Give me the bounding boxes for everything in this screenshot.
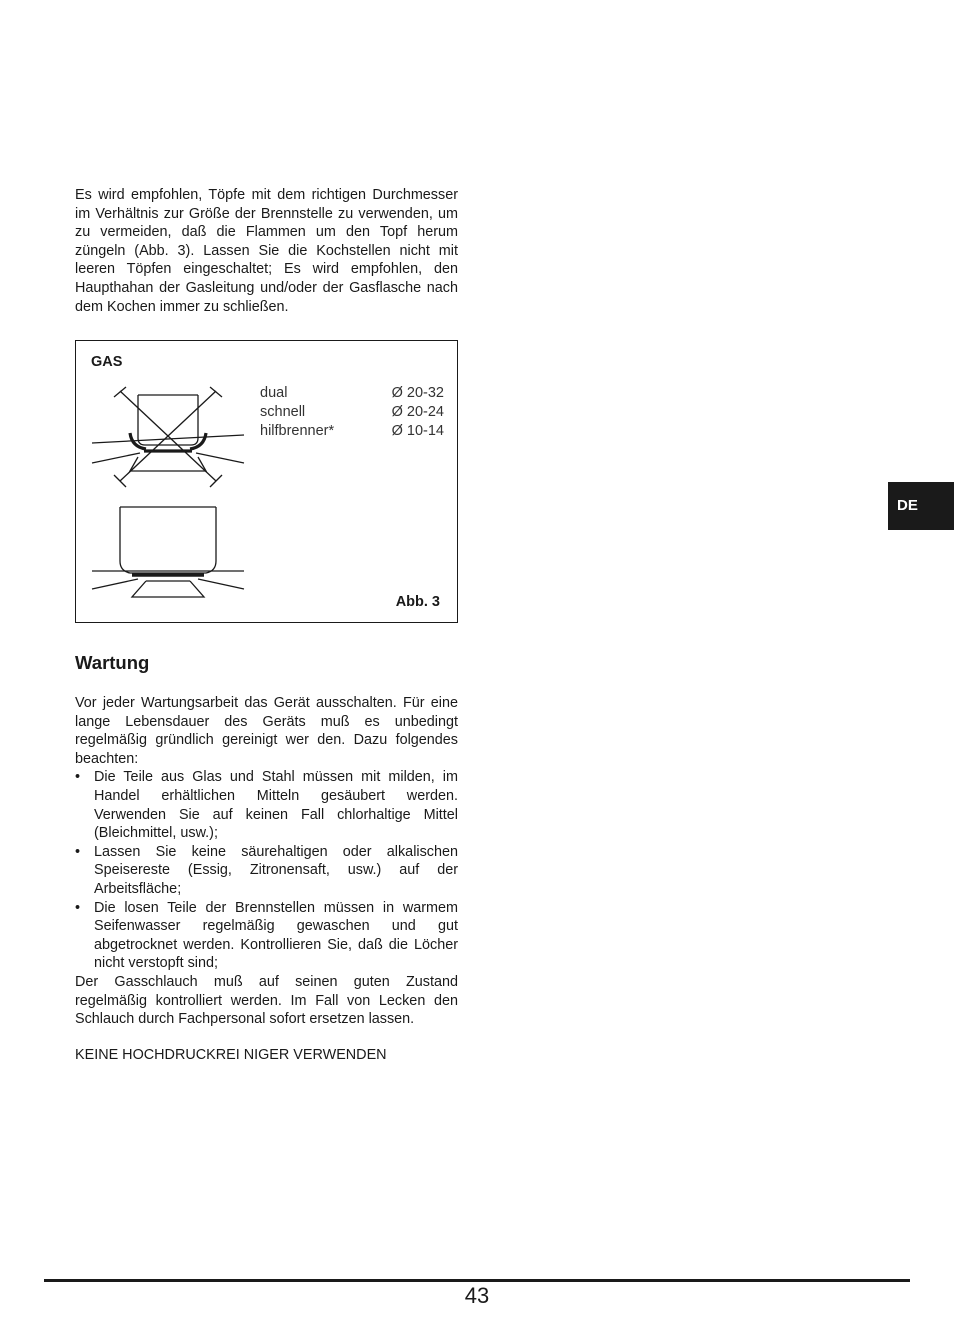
burner-diameter: Ø 20-24	[391, 404, 444, 420]
burner-name: dual	[260, 385, 288, 401]
list-item	[75, 768, 458, 842]
list-item	[75, 843, 458, 899]
bullet-text: Die Teile aus Glas und Stahl müssen mit milden, im Handel erhältlichen Mitteln gesäubert werden. Verwenden Sie auf keinen Fall chlorhaltige Mittel (Bleichmittel, usw.);	[94, 769, 458, 842]
maintenance-closing: Der Gasschlauch muß auf seinen guten Zustand regelmäßig kontrolliert werden. Im Fall von Lecken den Schlauch durch Fachpersonal sofort ersetzen lassen.	[75, 973, 458, 1028]
bullet-text: Lassen Sie keine säurehaltigen oder alkalischen Speisereste (Essig, Zitronensaft, usw.) auf der Arbeitsfläche;	[94, 843, 458, 897]
warning-note: KEINE HOCHDRUCKREI NIGER VERWENDEN	[75, 1047, 387, 1063]
burner-size-list	[260, 384, 444, 441]
pot-size-figure	[75, 340, 458, 623]
wrong-pot-diagram-icon	[90, 383, 246, 493]
list-item	[75, 899, 458, 973]
section-heading: Wartung	[75, 652, 150, 673]
maintenance-text	[75, 694, 458, 1029]
burner-diameter: Ø 10-14	[391, 423, 444, 439]
burner-name: hilfbrenner*	[260, 423, 335, 439]
bullet-text: Die losen Teile der Brennstellen müssen in warmem Seifenwasser regelmäßig gewaschen und gut abgetrocknet werden. Kontrollieren Sie, daß die Löcher nicht verstopft sind;	[94, 899, 458, 972]
correct-pot-diagram-icon	[90, 501, 246, 605]
burner-row	[260, 403, 444, 422]
maintenance-intro: Vor jeder Wartungsarbeit das Gerät ausschalten. Für eine lange Lebensdauer des Geräts muß es unbedingt regelmäßig gründlich gereinigt wer den. Dazu folgendes beachten:	[75, 695, 458, 767]
figure-title: GAS	[91, 354, 123, 370]
footer-divider	[44, 1279, 910, 1282]
burner-name: schnell	[260, 404, 306, 420]
burner-row	[260, 384, 444, 403]
figure-caption: Abb. 3	[395, 594, 440, 610]
bullet-icon: •	[75, 769, 81, 786]
bullet-icon: •	[75, 843, 81, 860]
bullet-icon: •	[75, 899, 81, 916]
intro-paragraph: Es wird empfohlen, Töpfe mit dem richtigen Durchmesser im Verhältnis zur Größe der Brennstelle zu verwenden, um zu vermeiden, daß die Flammen um den Topf herum züngeln (Abb. 3). Lassen Sie die Kochstellen nicht mit leeren Töpfen eingeschaltet; Es wird empfohlen, den Haupthahan der Gasleitung und/oder der Gasflasche nach dem Kochen immer zu schließen.	[75, 187, 458, 315]
language-tab: DE	[888, 482, 954, 530]
page-number: 43	[464, 1283, 490, 1308]
burner-row	[260, 422, 444, 441]
burner-diameter: Ø 20-32	[391, 385, 444, 401]
maintenance-bullet-list	[75, 768, 458, 973]
